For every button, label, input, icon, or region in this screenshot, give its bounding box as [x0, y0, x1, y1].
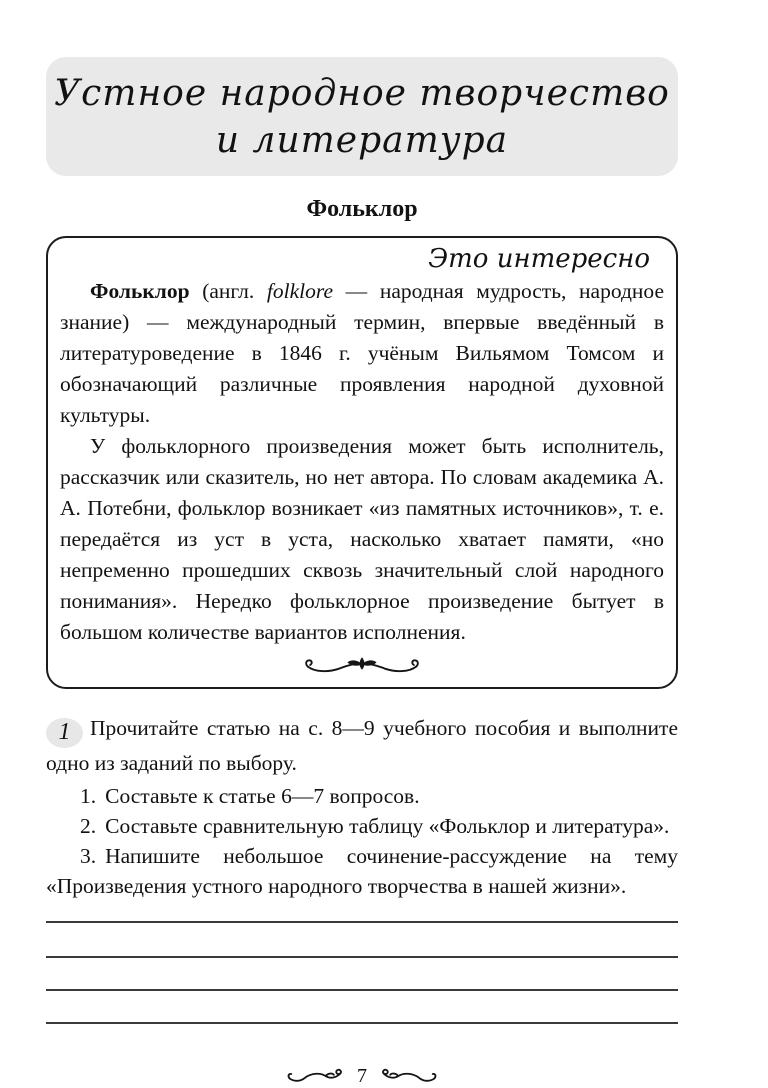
task-item-marker: 3.: [80, 844, 97, 868]
task-item-text: Составьте к статье 6—7 вопросов.: [105, 784, 420, 808]
task-item-text: Составьте сравнительную таблицу «Фольклор и литература».: [105, 814, 670, 838]
page-footer: [46, 1064, 678, 1088]
chapter-title-line-2: и литература: [215, 119, 509, 161]
task-number-badge: 1: [46, 718, 83, 748]
chapter-title-box: [46, 57, 678, 176]
chapter-title-line-1: Устное народное творчество: [54, 72, 670, 114]
footer-flourish-right-icon: [380, 1067, 438, 1085]
paragraph-text: — народная мудрость, народное знание) — международный термин, впервые введённый в литературоведение в 1846 г. учёным Вильямом Томсом и обозначающий различные проявления народной духовной культуры.: [60, 279, 664, 427]
term-folklore-en: folklore: [266, 279, 333, 303]
info-box-label: Это интересно: [428, 244, 650, 274]
task-item-marker: 2.: [80, 814, 97, 838]
footer-flourish-left-icon: [286, 1067, 344, 1085]
writing-line: [46, 923, 678, 956]
writing-line: [46, 989, 678, 1022]
info-paragraph-2: У фольклорного произведения может быть исполнитель, рассказчик или сказитель, но нет автора. По словам академика А. А. Потебни, фольклор возникает «из памятных источников», т. е. передаётся из уст в уста, насколько хватает памяти, «но непременно прошедших сквозь значительный слой народного понимания». Нередко фольклорное произведение бытует в большом количестве вариантов исполнения.: [60, 434, 664, 644]
task-item-marker: 1.: [80, 784, 97, 808]
answer-writing-area: [46, 921, 678, 1055]
task-instruction: Прочитайте статью на с. 8—9 учебного пособия и выполните одно из заданий по выбору.: [46, 716, 678, 775]
page-number: 7: [357, 1065, 367, 1087]
task-item: [46, 811, 678, 841]
info-paragraph-1: [60, 276, 664, 431]
task-item-text: Напишите небольшое сочинение-рассуждение на тему «Произведения устного народного творчества в нашей жизни».: [46, 844, 678, 898]
task-options-list: [46, 781, 678, 901]
info-box: [46, 236, 678, 689]
paragraph-text: (англ.: [189, 279, 267, 303]
task-1: [46, 713, 678, 779]
writing-line: [46, 956, 678, 989]
task-item: [46, 841, 678, 901]
task-item: [46, 781, 678, 811]
flourish-ornament-icon: [60, 653, 664, 679]
term-folklore-ru: Фольклор: [90, 279, 190, 303]
writing-line: [46, 1022, 678, 1055]
section-title: Фольклор: [306, 196, 418, 222]
